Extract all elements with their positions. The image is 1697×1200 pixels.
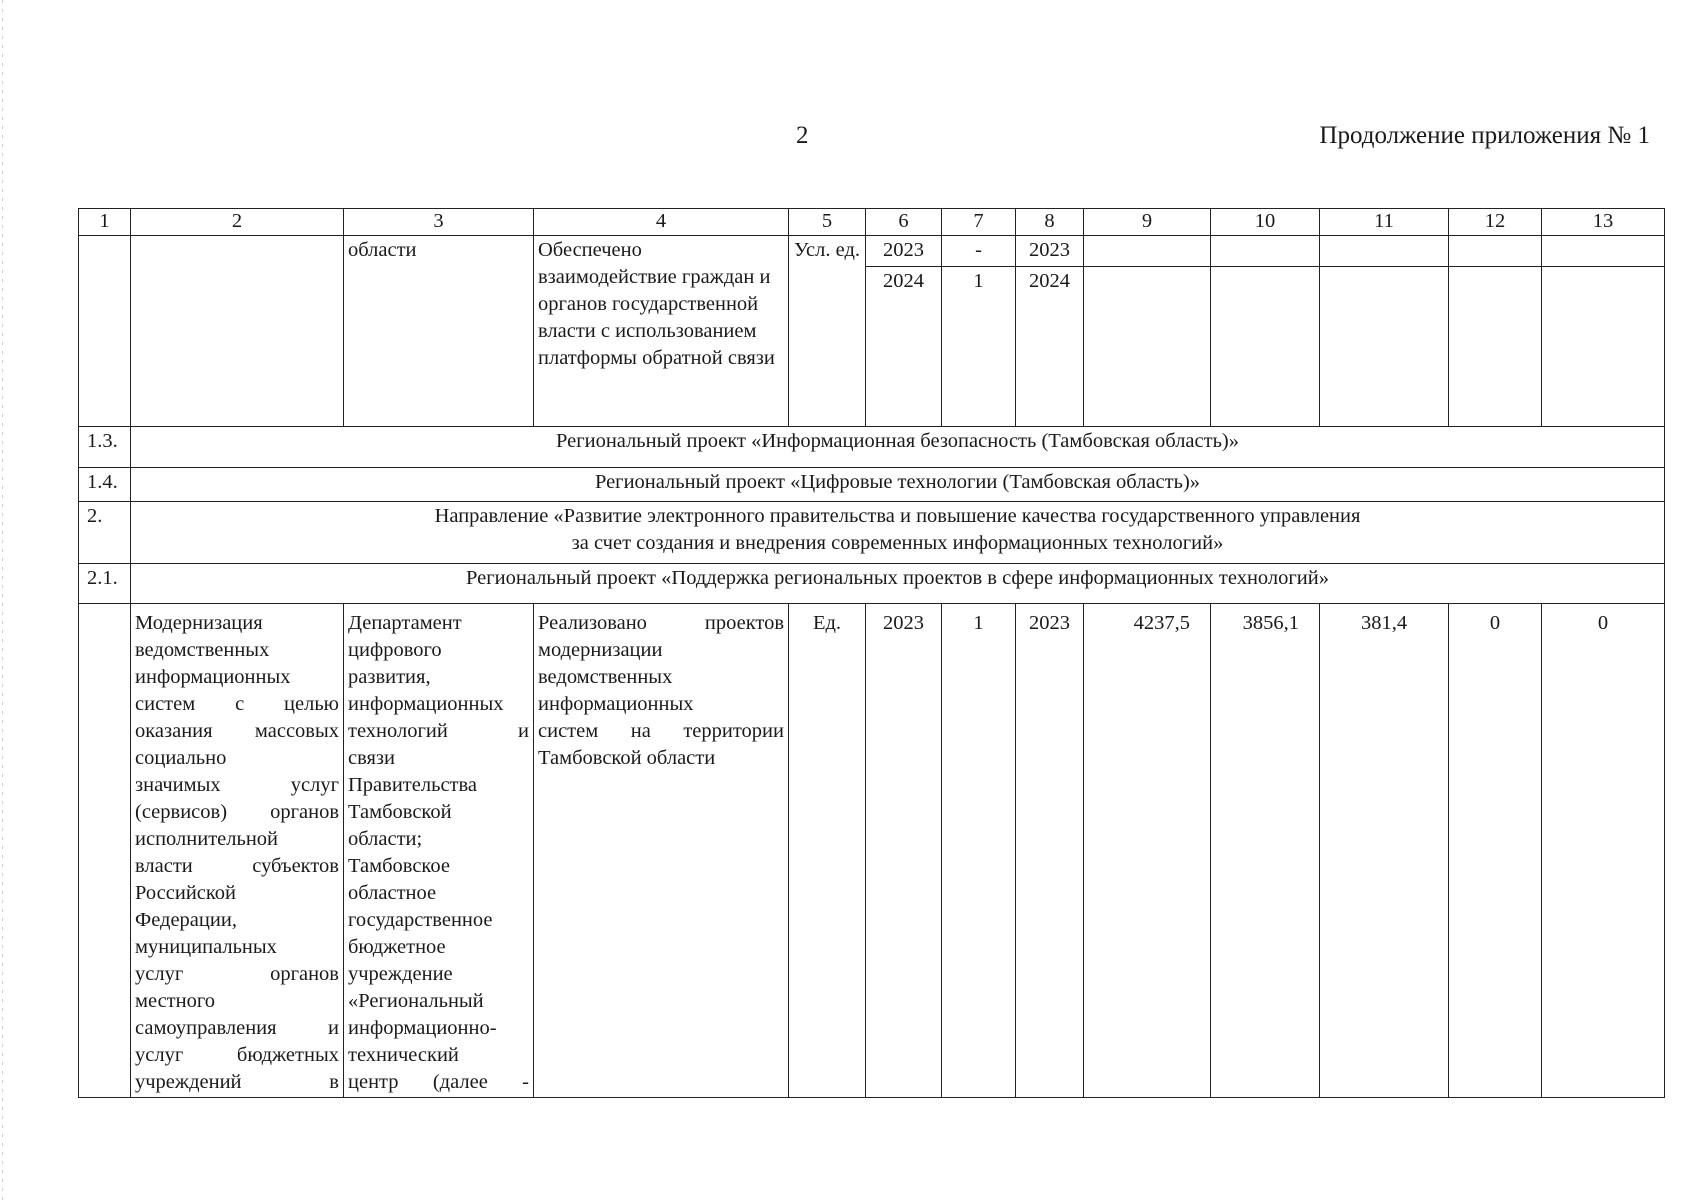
text-line: систем с целью	[135, 693, 339, 715]
column-number: 2	[131, 209, 344, 236]
text-line: областное	[348, 882, 437, 904]
section-row	[79, 468, 1665, 502]
text-line: цифрового	[348, 639, 442, 661]
column-number: 4	[534, 209, 789, 236]
text-line: государственное	[348, 909, 493, 931]
text-line: технологий и	[348, 720, 529, 742]
text-line: связи	[348, 747, 396, 769]
column-number: 6	[866, 209, 942, 236]
text-line: бюджетное	[348, 936, 446, 958]
text-line: Тамбовское	[348, 855, 450, 877]
section-number: 2.	[79, 502, 131, 564]
column-number: 8	[1016, 209, 1084, 236]
table-cell	[1211, 236, 1320, 427]
table-cell	[1449, 236, 1542, 427]
column-number: 9	[1084, 209, 1211, 236]
year-value: 2024	[883, 270, 924, 292]
column-number: 7	[942, 209, 1016, 236]
text-line: Тамбовской	[348, 801, 452, 823]
amount-cell: 0	[1449, 604, 1542, 1098]
value-cell	[942, 236, 1016, 427]
page-number: 2	[796, 122, 809, 149]
section-number: 1.4.	[79, 468, 131, 502]
table-cell	[79, 604, 131, 1098]
text-line: Департамент	[348, 612, 462, 634]
text-line: области;	[348, 828, 423, 850]
text-line: местного	[135, 990, 216, 1012]
column-number: 12	[1449, 209, 1542, 236]
section-title: Региональный проект «Информационная безопасность (Тамбовская область)»	[131, 427, 1665, 468]
text-line: информационно-	[348, 1017, 497, 1039]
responsible-cell: области	[344, 236, 534, 427]
text-line: услуг органов	[135, 963, 339, 985]
text-line: ведомственных	[135, 639, 270, 661]
section-row	[79, 502, 1665, 564]
unit-cell: Ед.	[789, 604, 866, 1098]
year-value: 2024	[1029, 270, 1070, 292]
text-line: информационных	[538, 693, 694, 715]
text-line: значимых услуг	[135, 774, 339, 796]
table-cell	[79, 236, 131, 427]
text-line: Правительства	[348, 774, 478, 796]
table-row	[79, 236, 1665, 427]
table-cell	[1542, 236, 1665, 427]
table-row	[79, 604, 1665, 1098]
amount-cell: 3856,1	[1211, 604, 1320, 1098]
text-line: «Региональный	[348, 990, 484, 1012]
result-cell	[534, 604, 789, 1098]
section-title-line: Направление «Развитие электронного правительства и повышение качества государственного управления	[434, 505, 1361, 527]
column-number: 1	[79, 209, 131, 236]
text-line: развития,	[348, 666, 431, 688]
text-line: Модернизация	[135, 612, 263, 634]
column-number-row	[79, 209, 1665, 236]
column-number: 3	[344, 209, 534, 236]
text-line: оказания массовых	[135, 720, 339, 742]
amount-cell: 381,4	[1320, 604, 1449, 1098]
section-row	[79, 427, 1665, 468]
text-line: самоуправления и	[135, 1017, 339, 1039]
text-line: Российской	[135, 882, 237, 904]
text-line: Тамбовской области	[538, 747, 716, 769]
text-line: услуг бюджетных	[135, 1044, 339, 1066]
year-cell: 2023	[1016, 604, 1084, 1098]
text-line: власти субъектов	[135, 855, 339, 877]
text-line: (сервисов) органов	[135, 801, 339, 823]
table-cell	[131, 236, 344, 427]
column-number: 5	[789, 209, 866, 236]
text-line: социально	[135, 747, 227, 769]
column-number: 10	[1211, 209, 1320, 236]
text-line: учреждений в	[135, 1071, 339, 1093]
section-title-line: за счет создания и внедрения современных информационных технологий»	[571, 532, 1224, 554]
text-line: муниципальных	[135, 936, 277, 958]
year-value: 2023	[866, 236, 941, 267]
text-line: Реализовано проектов	[538, 612, 784, 634]
text-line: информационных	[135, 666, 291, 688]
unit-cell: Усл. ед.	[789, 236, 866, 427]
continuation-note: Продолжение приложения № 1	[1319, 122, 1650, 149]
section-title: Региональный проект «Цифровые технологии (Тамбовская область)»	[131, 468, 1665, 502]
text-line: учреждение	[348, 963, 453, 985]
measure-cell	[131, 604, 344, 1098]
column-number: 13	[1542, 209, 1665, 236]
year-cell	[1016, 236, 1084, 427]
section-title: Региональный проект «Поддержка региональных проектов в сфере информационных технологий»	[131, 564, 1665, 604]
text-line: ведомственных	[538, 666, 673, 688]
column-number: 11	[1320, 209, 1449, 236]
section-number: 2.1.	[79, 564, 131, 604]
text-line: центр (далее -	[348, 1071, 529, 1093]
value: -	[942, 236, 1015, 267]
year-cell: 2023	[866, 604, 942, 1098]
result-cell: Обеспечено взаимодействие граждан и органов государственной власти с использованием платформы обратной связи	[534, 236, 789, 427]
text-line: информационных	[348, 693, 504, 715]
text-line: исполнительной	[135, 828, 279, 850]
responsible-cell	[344, 604, 534, 1098]
table-cell	[1320, 236, 1449, 427]
amount-cell: 4237,5	[1084, 604, 1211, 1098]
value-cell: 1	[942, 604, 1016, 1098]
amount-cell: 0	[1542, 604, 1665, 1098]
scan-edge-artifact	[2, 0, 3, 1200]
section-title	[131, 502, 1665, 564]
text-line: модернизации	[538, 639, 663, 661]
text-line: технический	[348, 1044, 459, 1066]
section-number: 1.3.	[79, 427, 131, 468]
text-line: Федерации,	[135, 909, 237, 931]
table-cell	[1084, 236, 1211, 427]
section-row	[79, 564, 1665, 604]
value: 1	[973, 270, 984, 292]
text-line: систем на территории	[538, 720, 784, 742]
appendix-table	[78, 208, 1665, 1098]
year-value: 2023	[1016, 236, 1083, 267]
year-cell	[866, 236, 942, 427]
